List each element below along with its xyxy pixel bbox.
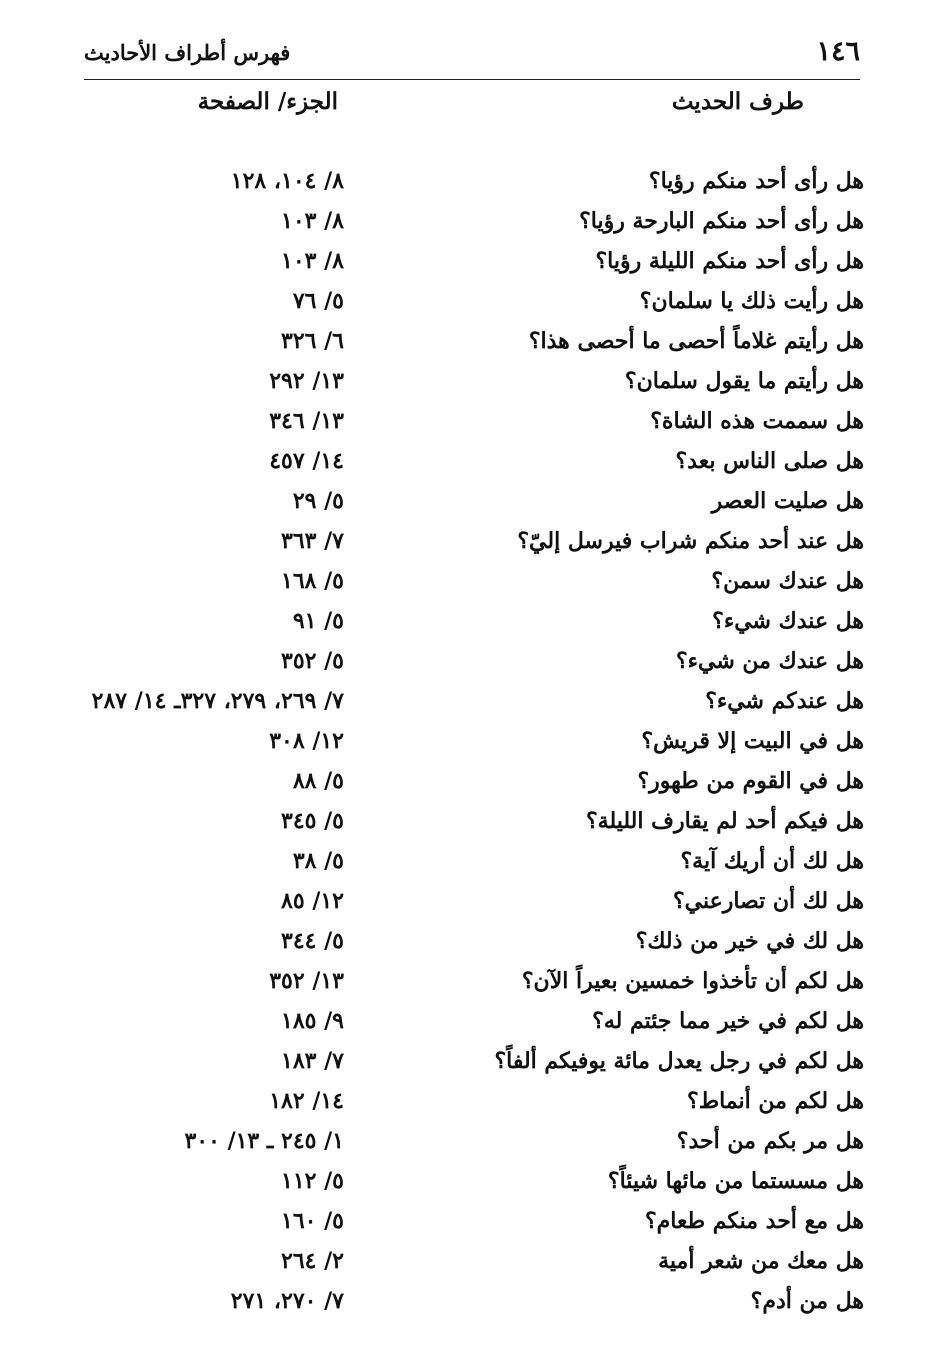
volume-page-reference: ٩/ ١٨٥ [281, 1008, 344, 1034]
index-entry [0, 566, 950, 606]
running-header [84, 36, 860, 76]
hadith-phrase: هل في البيت إلا قريش؟ [641, 728, 864, 754]
index-entry [0, 926, 950, 966]
volume-page-reference: ٦/ ٣٢٦ [281, 328, 344, 354]
hadith-phrase: هل عندك سمن؟ [711, 568, 864, 594]
hadith-phrase: هل لكم أن تأخذوا خمسين بعيراً الآن؟ [521, 968, 864, 994]
hadith-phrase: هل لكم في خير مما جئتم له؟ [592, 1008, 864, 1034]
index-entry [0, 766, 950, 806]
header-title: فهرس أطراف الأحاديث [84, 40, 291, 65]
index-entry [0, 886, 950, 926]
volume-page-reference: ٥/ ٣٤٤ [281, 928, 344, 954]
index-entry [0, 1206, 950, 1246]
column-header-hadith: طرف الحديث [671, 88, 804, 115]
volume-page-reference: ٥/ ١٦٨ [281, 568, 344, 594]
volume-page-reference: ٥/ ٣٥٢ [281, 648, 344, 674]
hadith-phrase: هل صليت العصر [711, 488, 864, 514]
hadith-phrase: هل رأيتم غلاماً أحصى ما أحصى هذا؟ [528, 328, 864, 354]
volume-page-reference: ٥/ ٢٩ [292, 488, 344, 514]
hadith-phrase: هل عندك شيء؟ [712, 608, 864, 634]
volume-page-reference: ١/ ٢٤٥ ـ ١٣/ ٣٠٠ [184, 1128, 344, 1154]
index-entry [0, 1166, 950, 1206]
volume-page-reference: ١٤/ ٤٥٧ [269, 448, 344, 474]
header-rule [84, 79, 860, 80]
index-entry [0, 326, 950, 366]
hadith-phrase: هل عندك من شيء؟ [675, 648, 864, 674]
volume-page-reference: ٥/ ٣٨ [292, 848, 344, 874]
hadith-phrase: هل رأيت ذلك يا سلمان؟ [639, 288, 864, 314]
volume-page-reference: ٥/ ٨٨ [292, 768, 344, 794]
index-entry [0, 646, 950, 686]
index-entry [0, 1286, 950, 1326]
index-entry [0, 366, 950, 406]
column-headers [0, 88, 950, 128]
index-entry [0, 206, 950, 246]
hadith-phrase: هل صلى الناس بعد؟ [675, 448, 864, 474]
volume-page-reference: ٧/ ٣٦٣ [281, 528, 344, 554]
volume-page-reference: ٨/ ١٠٤، ١٢٨ [230, 168, 344, 194]
hadith-phrase: هل لكم من أنماط؟ [687, 1088, 864, 1114]
volume-page-reference: ١٣/ ٢٩٢ [269, 368, 344, 394]
hadith-phrase: هل لك أن أريك آية؟ [680, 848, 864, 874]
hadith-phrase: هل لكم في رجل يعدل مائة يوفيكم ألفاً؟ [494, 1048, 864, 1074]
index-entry [0, 686, 950, 726]
volume-page-reference: ٥/ ١٦٠ [281, 1208, 344, 1234]
hadith-phrase: هل لك أن تصارعني؟ [672, 888, 864, 914]
hadith-phrase: هل في القوم من طهور؟ [637, 768, 864, 794]
index-entry [0, 806, 950, 846]
volume-page-reference: ١٣/ ٣٤٦ [269, 408, 344, 434]
index-entry [0, 1126, 950, 1166]
index-entry [0, 446, 950, 486]
index-entry [0, 526, 950, 566]
volume-page-reference: ١٤/ ١٨٢ [269, 1088, 344, 1114]
page-number: ١٤٦ [816, 36, 860, 67]
index-entry [0, 166, 950, 206]
volume-page-reference: ٧/ ٢٦٩، ٢٧٩، ٣٢٧ـ ١٤/ ٢٨٧ [91, 688, 344, 714]
volume-page-reference: ١٢/ ٨٥ [281, 888, 344, 914]
hadith-phrase: هل سممت هذه الشاة؟ [650, 408, 864, 434]
hadith-phrase: هل مسستما من مائها شيئاً؟ [607, 1168, 864, 1194]
index-entry [0, 1006, 950, 1046]
hadith-phrase: هل عندكم شيء؟ [705, 688, 864, 714]
hadith-phrase: هل معك من شعر أمية [658, 1248, 864, 1274]
index-entry [0, 246, 950, 286]
index-entry [0, 1086, 950, 1126]
index-entry [0, 406, 950, 446]
hadith-phrase: هل رأى أحد منكم البارحة رؤيا؟ [579, 208, 864, 234]
index-entry [0, 286, 950, 326]
volume-page-reference: ٨/ ١٠٣ [281, 208, 344, 234]
volume-page-reference: ٧/ ١٨٣ [281, 1048, 344, 1074]
hadith-phrase: هل لك في خير من ذلك؟ [635, 928, 864, 954]
hadith-phrase: هل رأى أحد منكم الليلة رؤيا؟ [595, 248, 864, 274]
hadith-phrase: هل عند أحد منكم شراب فيرسل إليّ؟ [517, 528, 864, 554]
volume-page-reference: ٥/ ٩١ [292, 608, 344, 634]
hadith-index-list [0, 166, 950, 1346]
volume-page-reference: ١٢/ ٣٠٨ [269, 728, 344, 754]
volume-page-reference: ٧/ ٢٧٠، ٢٧١ [230, 1288, 344, 1314]
hadith-phrase: هل رأى أحد منكم رؤيا؟ [648, 168, 864, 194]
hadith-phrase: هل فيكم أحد لم يقارف الليلة؟ [586, 808, 864, 834]
volume-page-reference: ٨/ ١٠٣ [281, 248, 344, 274]
index-entry [0, 486, 950, 526]
index-entry [0, 966, 950, 1006]
volume-page-reference: ٥/ ١١٢ [281, 1168, 344, 1194]
hadith-phrase: هل من أدم؟ [750, 1288, 864, 1314]
hadith-phrase: هل رأيتم ما يقول سلمان؟ [624, 368, 864, 394]
index-entry [0, 606, 950, 646]
index-entry [0, 1046, 950, 1086]
hadith-phrase: هل مع أحد منكم طعام؟ [645, 1208, 864, 1234]
index-entry [0, 846, 950, 886]
index-entry [0, 1246, 950, 1286]
volume-page-reference: ١٣/ ٣٥٢ [269, 968, 344, 994]
hadith-phrase: هل مر بكم من أحد؟ [676, 1128, 864, 1154]
index-entry [0, 726, 950, 766]
volume-page-reference: ٢/ ٢٦٤ [281, 1248, 344, 1274]
column-header-reference: الجزء/ الصفحة [197, 88, 338, 115]
volume-page-reference: ٥/ ٣٤٥ [281, 808, 344, 834]
volume-page-reference: ٥/ ٧٦ [292, 288, 344, 314]
